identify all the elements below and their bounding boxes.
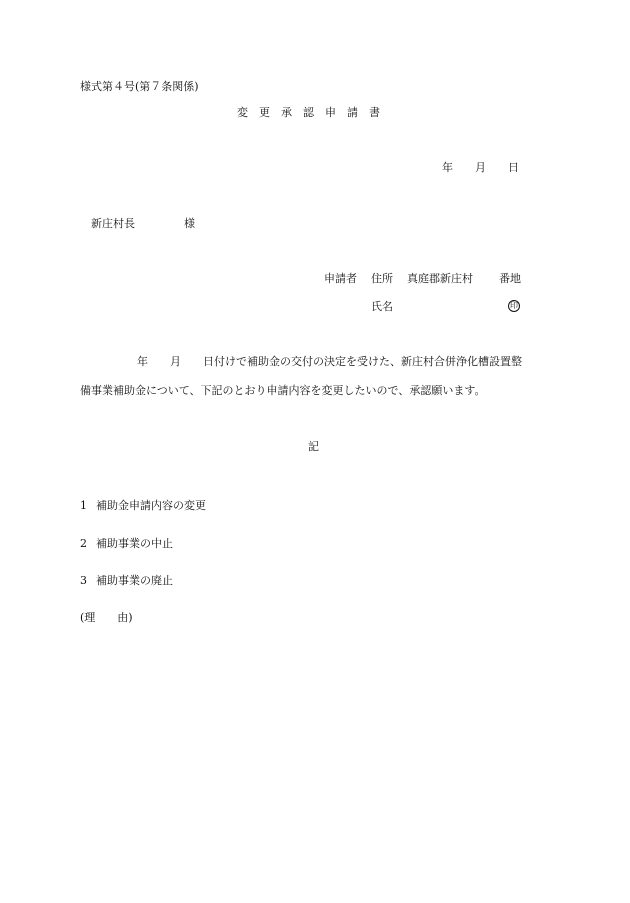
item-text: 補助事業の中止 [96,537,173,550]
body-line-1: 年 月 日付けで補助金の交付の決定を受けた、新庄村合併浄化槽設置整 [137,355,522,368]
ki-heading: 記 [308,440,319,453]
item-text: 補助金申請内容の変更 [96,499,206,512]
address-value: 真庭郡新庄村 [407,272,473,285]
document-title: 変 更 承 認 申 請 書 [237,106,380,119]
form-number: 様式第４号(第７条関係) [80,80,199,93]
applicant-label: 申請者 [324,272,357,285]
item-number: 1 [80,499,87,512]
item-text: 補助事業の廃止 [96,574,173,587]
body-line-2: 備事業補助金について、下記のとおり申請内容を変更したいので、承認願います。 [80,384,486,397]
name-label: 氏名 [371,300,393,313]
reason-label: (理 由) [80,611,133,624]
address-suffix: 番地 [499,272,521,285]
address-label: 住所 [371,272,393,285]
item-number: 2 [80,537,87,550]
addressee-honorific: 様 [184,217,195,230]
date-line: 年 月 日 [442,161,519,174]
seal-mark: 印 [510,301,518,310]
item-number: 3 [80,574,87,587]
addressee-name: 新庄村長 [91,217,135,230]
